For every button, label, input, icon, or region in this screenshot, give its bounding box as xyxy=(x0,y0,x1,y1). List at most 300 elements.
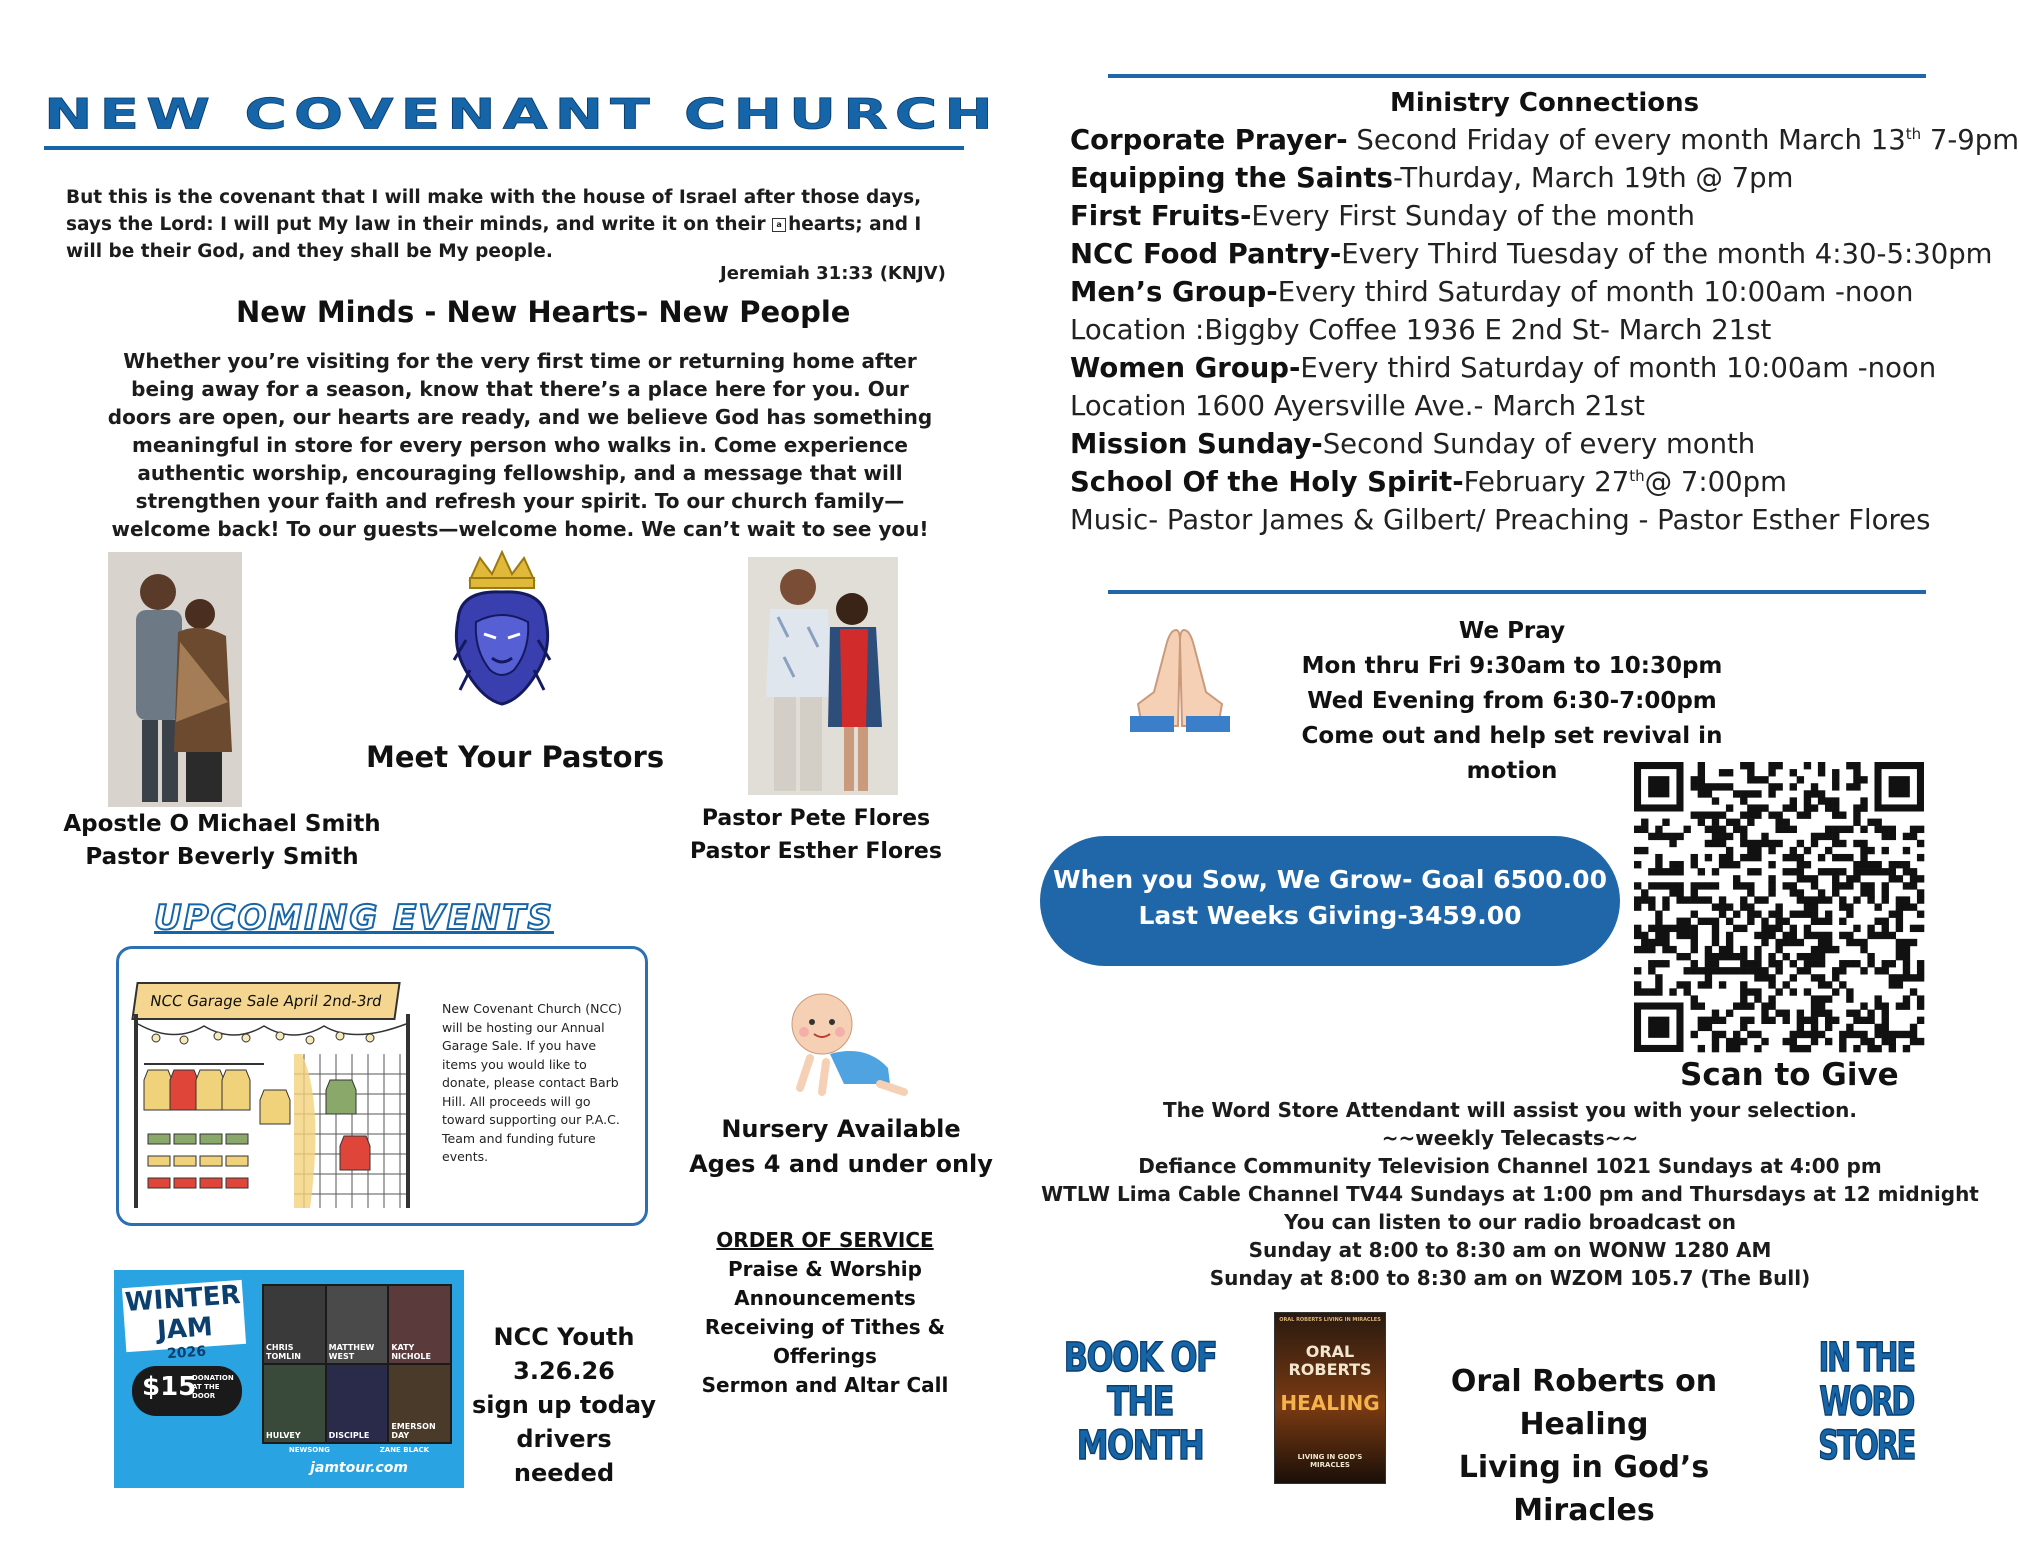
qr-module xyxy=(1825,981,1832,988)
qr-module xyxy=(1698,762,1705,769)
price-note: DONATION AT THE DOOR xyxy=(192,1374,234,1400)
qr-module xyxy=(1917,1038,1924,1045)
qr-module xyxy=(1676,868,1683,875)
qr-module xyxy=(1740,960,1747,967)
qr-module xyxy=(1832,854,1839,861)
qr-module xyxy=(1874,995,1881,1002)
qr-module xyxy=(1853,762,1860,769)
qr-module xyxy=(1917,911,1924,918)
qr-module xyxy=(1754,847,1761,854)
qr-module xyxy=(1641,847,1648,854)
qr-module xyxy=(1768,875,1775,882)
qr-module xyxy=(1768,974,1775,981)
qr-module xyxy=(1853,783,1860,790)
qr-module xyxy=(1691,939,1698,946)
qr-module xyxy=(1655,868,1662,875)
qr-module xyxy=(1889,911,1896,918)
scan-to-give-label: Scan to Give xyxy=(1680,1057,1899,1093)
qr-module xyxy=(1740,762,1747,769)
qr-module xyxy=(1726,918,1733,925)
qr-module xyxy=(1733,967,1740,974)
qr-module xyxy=(1889,960,1896,967)
qr-module xyxy=(1726,804,1733,811)
qr-module xyxy=(1860,854,1867,861)
praying-hands-icon xyxy=(1120,622,1240,732)
qr-module xyxy=(1783,1017,1790,1024)
qr-module xyxy=(1712,882,1719,889)
qr-module xyxy=(1867,932,1874,939)
qr-module xyxy=(1867,868,1874,875)
cover-series: ORAL ROBERTS LIVING IN MIRACLES xyxy=(1279,1317,1381,1323)
garage-sale-title: NCC Garage Sale April 2nd-3rd xyxy=(131,982,400,1020)
qr-module xyxy=(1669,946,1676,953)
qr-module xyxy=(1648,946,1655,953)
qr-module xyxy=(1726,833,1733,840)
qr-module xyxy=(1846,988,1853,995)
qr-module xyxy=(1797,889,1804,896)
qr-module xyxy=(1719,911,1726,918)
badge-line: IN THE xyxy=(1818,1335,1914,1381)
qr-module xyxy=(1882,889,1889,896)
qr-module xyxy=(1676,932,1683,939)
badge-line: WORD xyxy=(1819,1379,1914,1425)
qr-module xyxy=(1747,854,1754,861)
artist-tile: EMERSON DAY xyxy=(389,1365,450,1442)
qr-module xyxy=(1811,932,1818,939)
qr-module xyxy=(1825,939,1832,946)
order-item: Praise & Worship xyxy=(728,1257,922,1281)
qr-finder xyxy=(1889,776,1910,797)
qr-module xyxy=(1882,1010,1889,1017)
artist-grid xyxy=(262,1284,452,1444)
qr-module xyxy=(1832,797,1839,804)
qr-module xyxy=(1691,995,1698,1002)
ministry-row xyxy=(1070,425,1990,463)
qr-module xyxy=(1726,1038,1733,1045)
qr-module xyxy=(1853,819,1860,826)
qr-module xyxy=(1705,840,1712,847)
qr-module xyxy=(1747,988,1754,995)
qr-module xyxy=(1846,995,1853,1002)
qr-module xyxy=(1910,826,1917,833)
qr-module xyxy=(1676,896,1683,903)
ministry-row xyxy=(1070,235,1993,273)
ministry-label: Corporate Prayer- xyxy=(1070,124,1348,156)
qr-module xyxy=(1712,819,1719,826)
qr-module xyxy=(1747,918,1754,925)
qr-module xyxy=(1719,840,1726,847)
ministry-text: Every third Saturday of month 10:00am -noon xyxy=(1277,276,1914,308)
qr-module xyxy=(1740,1038,1747,1045)
giving-last-week: Last Weeks Giving-3459.00 xyxy=(1138,901,1522,930)
ministry-list xyxy=(1070,121,2019,539)
qr-module xyxy=(1726,861,1733,868)
qr-module xyxy=(1754,967,1761,974)
qr-module xyxy=(1832,875,1839,882)
qr-module xyxy=(1839,903,1846,910)
qr-module xyxy=(1712,932,1719,939)
qr-module xyxy=(1818,896,1825,903)
qr-module xyxy=(1889,974,1896,981)
qr-module xyxy=(1705,946,1712,953)
qr-module xyxy=(1754,1031,1761,1038)
qr-module xyxy=(1853,861,1860,868)
ministry-row xyxy=(1070,349,1990,387)
qr-module xyxy=(1825,833,1832,840)
qr-module xyxy=(1797,967,1804,974)
qr-module xyxy=(1775,939,1782,946)
qr-module xyxy=(1832,868,1839,875)
qr-module xyxy=(1783,804,1790,811)
qr-module xyxy=(1655,918,1662,925)
qr-module xyxy=(1768,889,1775,896)
qr-module xyxy=(1882,833,1889,840)
qr-module xyxy=(1846,762,1853,769)
qr-module xyxy=(1825,911,1832,918)
qr-module xyxy=(1768,847,1775,854)
upcoming-events-heading: UPCOMING EVENTS xyxy=(154,898,554,938)
qr-module xyxy=(1726,769,1733,776)
qr-module xyxy=(1846,939,1853,946)
qr-module xyxy=(1662,925,1669,932)
qr-module xyxy=(1882,1024,1889,1031)
qr-module xyxy=(1882,932,1889,939)
qr-module xyxy=(1910,868,1917,875)
qr-module xyxy=(1860,1017,1867,1024)
qr-module xyxy=(1825,932,1832,939)
qr-module xyxy=(1860,797,1867,804)
qr-module xyxy=(1747,1017,1754,1024)
middle-divider xyxy=(1108,590,1926,594)
qr-module xyxy=(1684,967,1691,974)
garage-sale-description: New Covenant Church (NCC) will be hosting our Annual Garage Sale. If you have items you would like to donate, please contact Barb Hill. All proceeds will go toward supporting our P.A.C. Team and funding future events. xyxy=(442,1001,622,1164)
qr-module xyxy=(1839,896,1846,903)
qr-module xyxy=(1889,868,1896,875)
qr-module xyxy=(1740,925,1747,932)
book-line: Living in God’s Miracles xyxy=(1458,1450,1710,1528)
qr-module xyxy=(1790,988,1797,995)
qr-module xyxy=(1719,854,1726,861)
qr-module xyxy=(1747,790,1754,797)
qr-module xyxy=(1804,960,1811,967)
qr-module xyxy=(1853,812,1860,819)
qr-module xyxy=(1790,911,1797,918)
ministry-text: February 27 xyxy=(1463,466,1630,498)
qr-module xyxy=(1775,967,1782,974)
qr-module xyxy=(1655,981,1662,988)
giving-goal: When you Sow, We Grow- Goal 6500.00 xyxy=(1053,865,1607,894)
church-title: NEW COVENANT CHURCH xyxy=(44,89,1000,139)
qr-module xyxy=(1882,925,1889,932)
verse-reference: Jeremiah 31:33 (KNJV) xyxy=(720,263,946,284)
ministry-row xyxy=(1070,159,1990,197)
qr-module xyxy=(1790,882,1797,889)
qr-module xyxy=(1832,776,1839,783)
qr-module xyxy=(1655,939,1662,946)
qr-module xyxy=(1712,939,1719,946)
qr-module xyxy=(1634,981,1641,988)
qr-module xyxy=(1726,819,1733,826)
qr-module xyxy=(1719,826,1726,833)
artist-tile: CHRIS TOMLIN xyxy=(264,1286,325,1363)
qr-module xyxy=(1804,911,1811,918)
qr-module xyxy=(1874,932,1881,939)
qr-module xyxy=(1761,1002,1768,1009)
ministry-text: Second Friday of every month March 13 xyxy=(1347,124,1906,156)
qr-module xyxy=(1754,946,1761,953)
qr-module xyxy=(1712,1017,1719,1024)
qr-module xyxy=(1740,797,1747,804)
qr-module xyxy=(1669,925,1676,932)
qr-module xyxy=(1860,776,1867,783)
qr-module xyxy=(1676,882,1683,889)
pastor-name: Pastor Beverly Smith xyxy=(85,844,359,870)
qr-module xyxy=(1698,967,1705,974)
qr-module xyxy=(1910,974,1917,981)
qr-module xyxy=(1655,833,1662,840)
qr-module xyxy=(1775,840,1782,847)
qr-module xyxy=(1726,946,1733,953)
qr-module xyxy=(1669,889,1676,896)
qr-module xyxy=(1684,981,1691,988)
qr-module xyxy=(1698,1002,1705,1009)
qr-module xyxy=(1733,790,1740,797)
qr-module xyxy=(1889,1038,1896,1045)
ministry-tail: 7-9pm xyxy=(1921,124,2019,156)
qr-module xyxy=(1761,939,1768,946)
qr-module xyxy=(1860,861,1867,868)
qr-module xyxy=(1811,804,1818,811)
qr-module xyxy=(1726,1010,1733,1017)
order-item: Announcements xyxy=(734,1286,916,1310)
qr-module xyxy=(1797,1024,1804,1031)
qr-module xyxy=(1705,790,1712,797)
qr-module xyxy=(1655,988,1662,995)
ministry-text: Every First Sunday of the month xyxy=(1251,200,1695,232)
qr-module xyxy=(1775,826,1782,833)
qr-module xyxy=(1655,974,1662,981)
qr-module xyxy=(1775,903,1782,910)
badge-line: MONTH xyxy=(1076,1423,1204,1469)
qr-module xyxy=(1917,974,1924,981)
qr-module xyxy=(1917,840,1924,847)
qr-module xyxy=(1669,868,1676,875)
qr-module xyxy=(1726,854,1733,861)
qr-module xyxy=(1768,953,1775,960)
qr-module xyxy=(1641,826,1648,833)
qr-module xyxy=(1910,833,1917,840)
qr-module xyxy=(1768,790,1775,797)
qr-module xyxy=(1811,946,1818,953)
qr-module xyxy=(1783,981,1790,988)
order-of-service xyxy=(650,1226,1000,1400)
qr-module xyxy=(1832,804,1839,811)
qr-module xyxy=(1867,819,1874,826)
qr-module xyxy=(1726,1045,1733,1052)
qr-module xyxy=(1853,1010,1860,1017)
qr-module xyxy=(1747,804,1754,811)
verse-text-1: But this is the covenant that I will make with the house of Israel after those days, says the Lord: I will put My law in their minds, and write it on their xyxy=(66,187,922,235)
qr-module xyxy=(1719,812,1726,819)
badge-line: THE xyxy=(1107,1379,1173,1425)
ministry-label: Men’s Group- xyxy=(1070,276,1278,308)
qr-module xyxy=(1662,939,1669,946)
qr-module xyxy=(1691,776,1698,783)
qr-module xyxy=(1775,1010,1782,1017)
qr-module xyxy=(1726,847,1733,854)
qr-module xyxy=(1676,981,1683,988)
qr-finder xyxy=(1648,776,1669,797)
qr-module xyxy=(1712,812,1719,819)
qr-module xyxy=(1903,882,1910,889)
qr-module xyxy=(1896,1031,1903,1038)
winter-jam-logo xyxy=(122,1280,246,1363)
qr-module xyxy=(1669,861,1676,868)
qr-module xyxy=(1712,797,1719,804)
qr-module xyxy=(1860,967,1867,974)
qr-module xyxy=(1797,1017,1804,1024)
qr-module xyxy=(1783,932,1790,939)
qr-module xyxy=(1853,1017,1860,1024)
qr-module xyxy=(1775,819,1782,826)
qr-module xyxy=(1761,1010,1768,1017)
qr-module xyxy=(1797,911,1804,918)
qr-module xyxy=(1867,896,1874,903)
qr-module xyxy=(1783,826,1790,833)
qr-module xyxy=(1768,783,1775,790)
qr-module xyxy=(1910,1031,1917,1038)
qr-module xyxy=(1874,967,1881,974)
qr-module xyxy=(1740,903,1747,910)
qr-module xyxy=(1634,946,1641,953)
qr-module xyxy=(1740,995,1747,1002)
qr-module xyxy=(1832,826,1839,833)
qr-module xyxy=(1641,819,1648,826)
qr-module xyxy=(1867,925,1874,932)
qr-module xyxy=(1712,868,1719,875)
qr-module xyxy=(1839,812,1846,819)
qr-module xyxy=(1691,932,1698,939)
qr-module xyxy=(1860,882,1867,889)
qr-module xyxy=(1846,911,1853,918)
qr-module xyxy=(1634,925,1641,932)
ministry-row xyxy=(1070,121,2019,159)
qr-module xyxy=(1740,790,1747,797)
pastor-name: Pastor Pete Flores xyxy=(701,806,931,831)
qr-module xyxy=(1818,918,1825,925)
qr-module xyxy=(1860,1031,1867,1038)
qr-module xyxy=(1818,946,1825,953)
broadcast-line: The Word Store Attendant will assist you with your selection. xyxy=(1163,1098,1857,1122)
ministry-row xyxy=(1070,501,1990,539)
qr-module xyxy=(1754,868,1761,875)
qr-module xyxy=(1747,762,1754,769)
youth-event xyxy=(464,1320,664,1490)
qr-module xyxy=(1669,882,1676,889)
qr-module xyxy=(1705,896,1712,903)
qr-module xyxy=(1832,889,1839,896)
qr-module xyxy=(1818,797,1825,804)
artist-tile: MATTHEW WEST xyxy=(327,1286,388,1363)
qr-module xyxy=(1818,833,1825,840)
smith-pastors-photo xyxy=(108,552,242,807)
qr-module xyxy=(1676,953,1683,960)
broadcast-line: WTLW Lima Cable Channel TV44 Sundays at 1:00 pm and Thursdays at 12 midnight xyxy=(1041,1182,1979,1206)
qr-module xyxy=(1790,960,1797,967)
qr-module xyxy=(1783,819,1790,826)
qr-module xyxy=(1634,932,1641,939)
qr-module xyxy=(1783,918,1790,925)
qr-module xyxy=(1761,974,1768,981)
qr-module xyxy=(1662,833,1669,840)
ministry-text: -Thurday, March 19th xyxy=(1392,162,1687,194)
nursery-info xyxy=(686,1112,996,1182)
meet-pastors-heading: Meet Your Pastors xyxy=(366,740,665,774)
qr-module xyxy=(1768,840,1775,847)
qr-module xyxy=(1719,1031,1726,1038)
qr-module xyxy=(1761,776,1768,783)
qr-module xyxy=(1839,882,1846,889)
broadcast-line: You can listen to our radio broadcast on xyxy=(1284,1210,1736,1234)
qr-module xyxy=(1917,925,1924,932)
qr-module xyxy=(1733,911,1740,918)
qr-module xyxy=(1761,833,1768,840)
qr-module xyxy=(1761,1017,1768,1024)
qr-module xyxy=(1839,960,1846,967)
qr-module xyxy=(1790,826,1797,833)
qr-module xyxy=(1740,826,1747,833)
qr-module xyxy=(1634,826,1641,833)
qr-module xyxy=(1853,868,1860,875)
qr-module xyxy=(1804,932,1811,939)
qr-module xyxy=(1691,854,1698,861)
qr-module xyxy=(1790,925,1797,932)
qr-module xyxy=(1860,1038,1867,1045)
ministry-label: School Of the Holy Spirit- xyxy=(1070,466,1464,498)
qr-module xyxy=(1747,1031,1754,1038)
qr-module xyxy=(1648,833,1655,840)
qr-module xyxy=(1832,769,1839,776)
qr-module xyxy=(1740,812,1747,819)
qr-module xyxy=(1705,1024,1712,1031)
qr-module xyxy=(1712,826,1719,833)
qr-module xyxy=(1811,882,1818,889)
qr-module xyxy=(1846,1031,1853,1038)
qr-module xyxy=(1712,783,1719,790)
qr-module xyxy=(1733,875,1740,882)
qr-module xyxy=(1867,847,1874,854)
prayer-line: Mon thru Fri 9:30am to 10:30pm xyxy=(1301,653,1723,679)
qr-module xyxy=(1775,946,1782,953)
qr-module xyxy=(1790,804,1797,811)
qr-module xyxy=(1903,995,1910,1002)
book-line: Oral Roberts on Healing xyxy=(1450,1364,1718,1442)
qr-module xyxy=(1768,995,1775,1002)
qr-module xyxy=(1761,1038,1768,1045)
qr-module xyxy=(1712,1038,1719,1045)
qr-module xyxy=(1740,1002,1747,1009)
qr-module xyxy=(1846,903,1853,910)
artist-tile: HULVEY xyxy=(264,1365,325,1442)
qr-module xyxy=(1768,1017,1775,1024)
book-of-month-badge xyxy=(1052,1336,1228,1472)
qr-module xyxy=(1691,967,1698,974)
price-badge xyxy=(132,1366,242,1416)
qr-code[interactable] xyxy=(1634,762,1924,1052)
qr-module xyxy=(1669,840,1676,847)
qr-module xyxy=(1705,783,1712,790)
qr-module xyxy=(1804,762,1811,769)
